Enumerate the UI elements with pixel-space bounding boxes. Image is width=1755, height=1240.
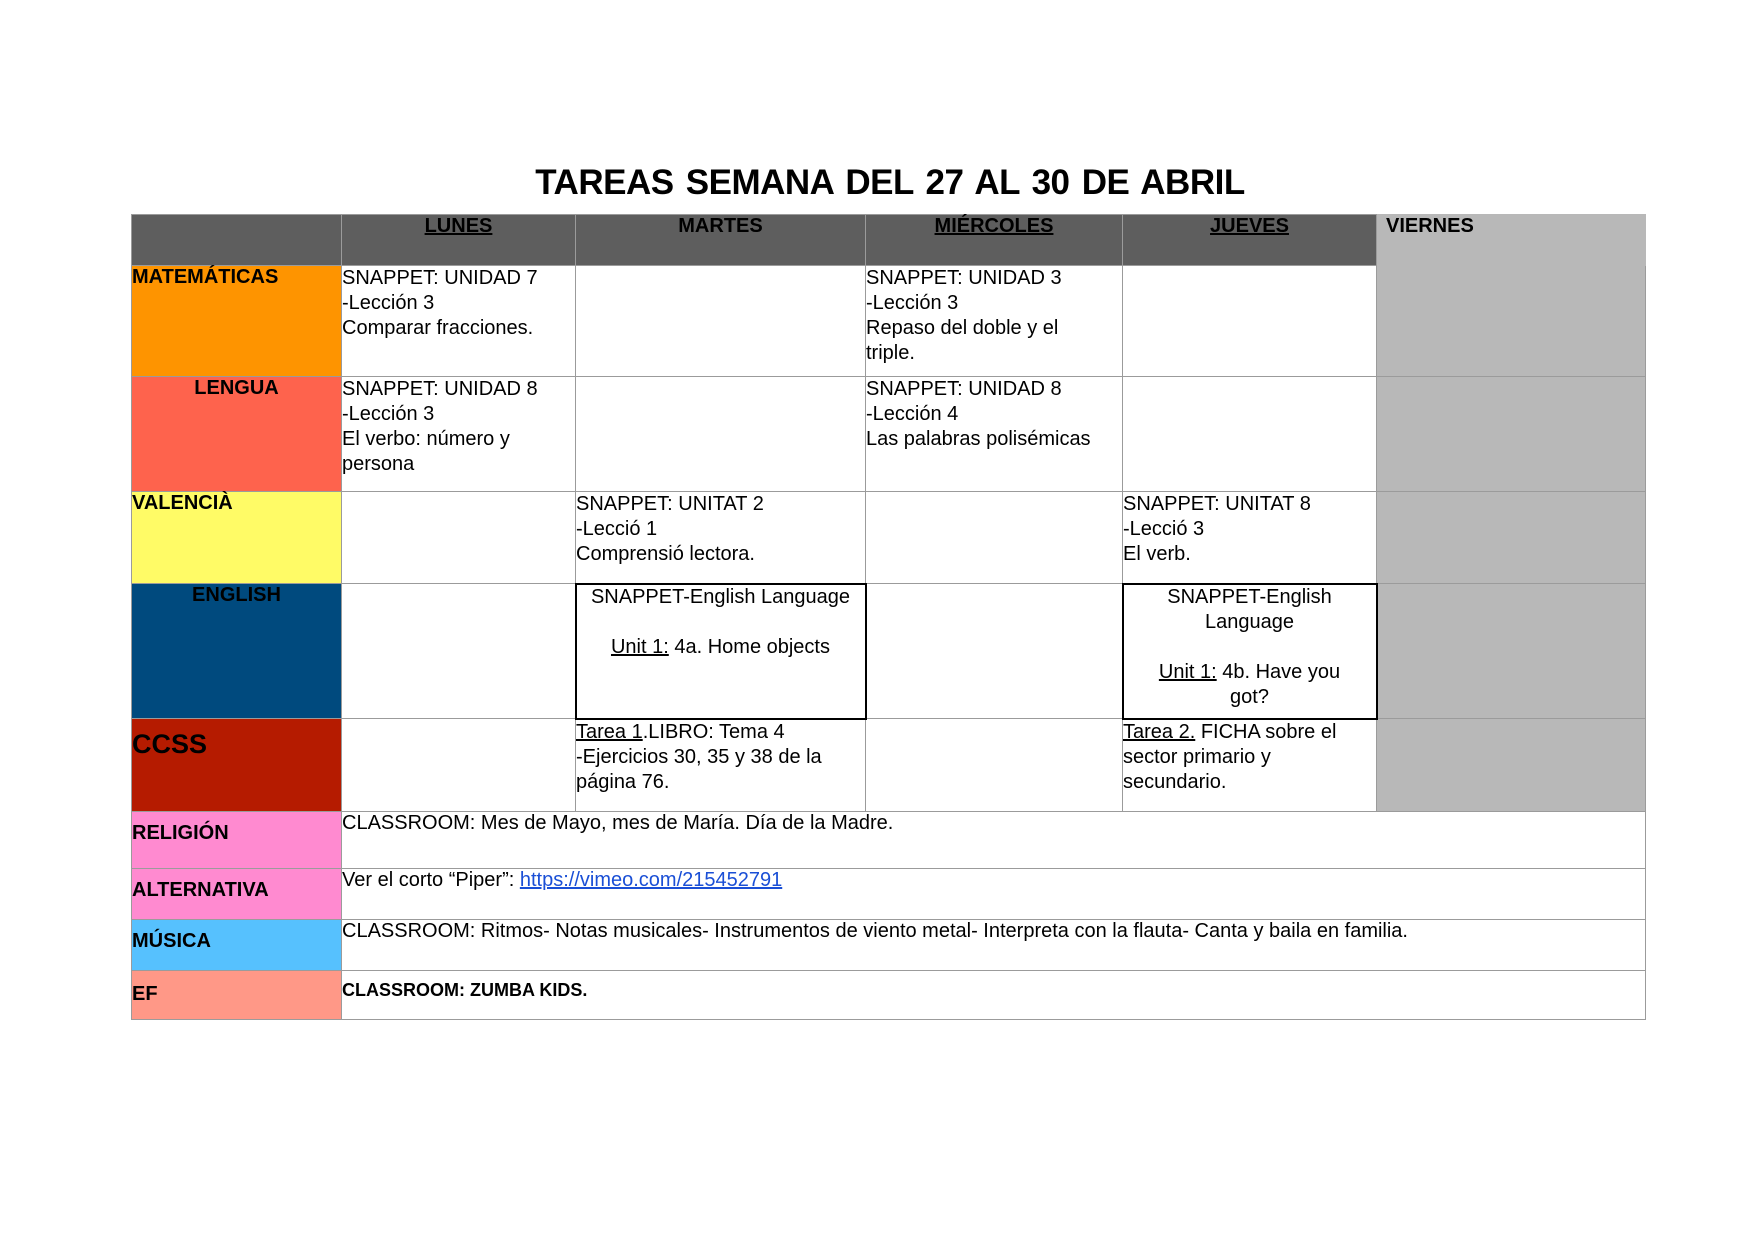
subject-ccss: CCSS: [132, 719, 342, 812]
subject-english: ENGLISH: [132, 584, 342, 719]
cell-ef: CLASSROOM: ZUMBA KIDS.: [342, 971, 1646, 1020]
row-matematicas: [132, 266, 1646, 377]
cell-english-jueves: SNAPPET-English Language Unit 1: 4b. Have you got?: [1123, 584, 1377, 719]
cell-matematicas-lunes: SNAPPET: UNIDAD 7 -Lección 3 Comparar fracciones.: [342, 266, 576, 377]
cell-matematicas-miercoles: SNAPPET: UNIDAD 3 -Lección 3 Repaso del doble y el triple.: [866, 266, 1123, 377]
header-jueves: JUEVES: [1123, 215, 1377, 266]
cell-lengua-jueves: [1123, 377, 1377, 492]
row-valencia: [132, 492, 1646, 584]
row-alternativa: [132, 869, 1646, 920]
cell-valencia-viernes: [1377, 492, 1646, 584]
cell-valencia-jueves: SNAPPET: UNITAT 8 -Lecció 3 El verb.: [1123, 492, 1377, 584]
vimeo-link[interactable]: https://vimeo.com/215452791: [519, 869, 783, 891]
cell-lengua-lunes: SNAPPET: UNIDAD 8 -Lección 3 El verbo: número y persona: [342, 377, 576, 492]
cell-valencia-lunes: [342, 492, 576, 584]
cell-ccss-lunes: [342, 719, 576, 812]
task-label: Tarea 1: [576, 720, 643, 743]
cell-ccss-viernes: [1377, 719, 1646, 812]
subject-lengua: LENGUA: [132, 377, 342, 492]
cell-ccss-miercoles: [866, 719, 1123, 812]
cell-valencia-miercoles: [866, 492, 1123, 584]
header-lunes: LUNES: [342, 215, 576, 266]
row-religion: [132, 812, 1646, 869]
cell-english-viernes: [1377, 584, 1646, 719]
header-miercoles: MIÉRCOLES: [866, 215, 1123, 266]
cell-ccss-jueves: Tarea 2. FICHA sobre el sector primario y secundario.: [1123, 719, 1377, 812]
row-ccss: [132, 719, 1646, 812]
cell-matematicas-martes: [576, 266, 866, 377]
cell-lengua-viernes: [1377, 377, 1646, 492]
subject-ef: EF: [132, 971, 342, 1020]
page-title: TAREAS SEMANA DEL 27 AL 30 DE ABRIL: [535, 163, 1245, 202]
cell-lengua-martes: [576, 377, 866, 492]
subject-musica: MÚSICA: [132, 920, 342, 971]
cell-musica: CLASSROOM: Ritmos- Notas musicales- Instrumentos de viento metal- Interpreta con la flauta- Canta y baila en familia.: [342, 920, 1646, 971]
cell-english-lunes: [342, 584, 576, 719]
header-corner: [132, 215, 342, 266]
subject-alternativa: ALTERNATIVA: [132, 869, 342, 920]
row-lengua: [132, 377, 1646, 492]
header-row: [132, 215, 1646, 266]
unit-label: Unit 1:: [1158, 660, 1217, 683]
cell-english-miercoles: [866, 584, 1123, 719]
cell-religion: CLASSROOM: Mes de Mayo, mes de María. Día de la Madre.: [342, 812, 1646, 869]
cell-matematicas-jueves: [1123, 266, 1377, 377]
schedule-table: [131, 214, 1646, 1020]
subject-religion: RELIGIÓN: [132, 812, 342, 869]
subject-valencia: VALENCIÀ: [132, 492, 342, 584]
subject-matematicas: MATEMÁTICAS: [132, 266, 342, 377]
header-martes: MARTES: [576, 215, 866, 266]
cell-matematicas-viernes: [1377, 266, 1646, 377]
header-viernes: VIERNES: [1377, 215, 1646, 266]
task-label: Tarea 2.: [1123, 720, 1196, 743]
row-ef: [132, 971, 1646, 1020]
row-musica: [132, 920, 1646, 971]
cell-lengua-miercoles: SNAPPET: UNIDAD 8 -Lección 4 Las palabras polisémicas: [866, 377, 1123, 492]
row-english: [132, 584, 1646, 719]
unit-label: Unit 1:: [610, 635, 669, 658]
cell-english-martes: SNAPPET-English Language Unit 1: 4a. Home objects: [576, 584, 866, 719]
cell-alternativa: Ver el corto “Piper”: https://vimeo.com/215452791: [342, 869, 1646, 920]
cell-ccss-martes: Tarea 1.LIBRO: Tema 4 -Ejercicios 30, 35 y 38 de la página 76.: [576, 719, 866, 812]
cell-valencia-martes: SNAPPET: UNITAT 2 -Lecció 1 Comprensió lectora.: [576, 492, 866, 584]
